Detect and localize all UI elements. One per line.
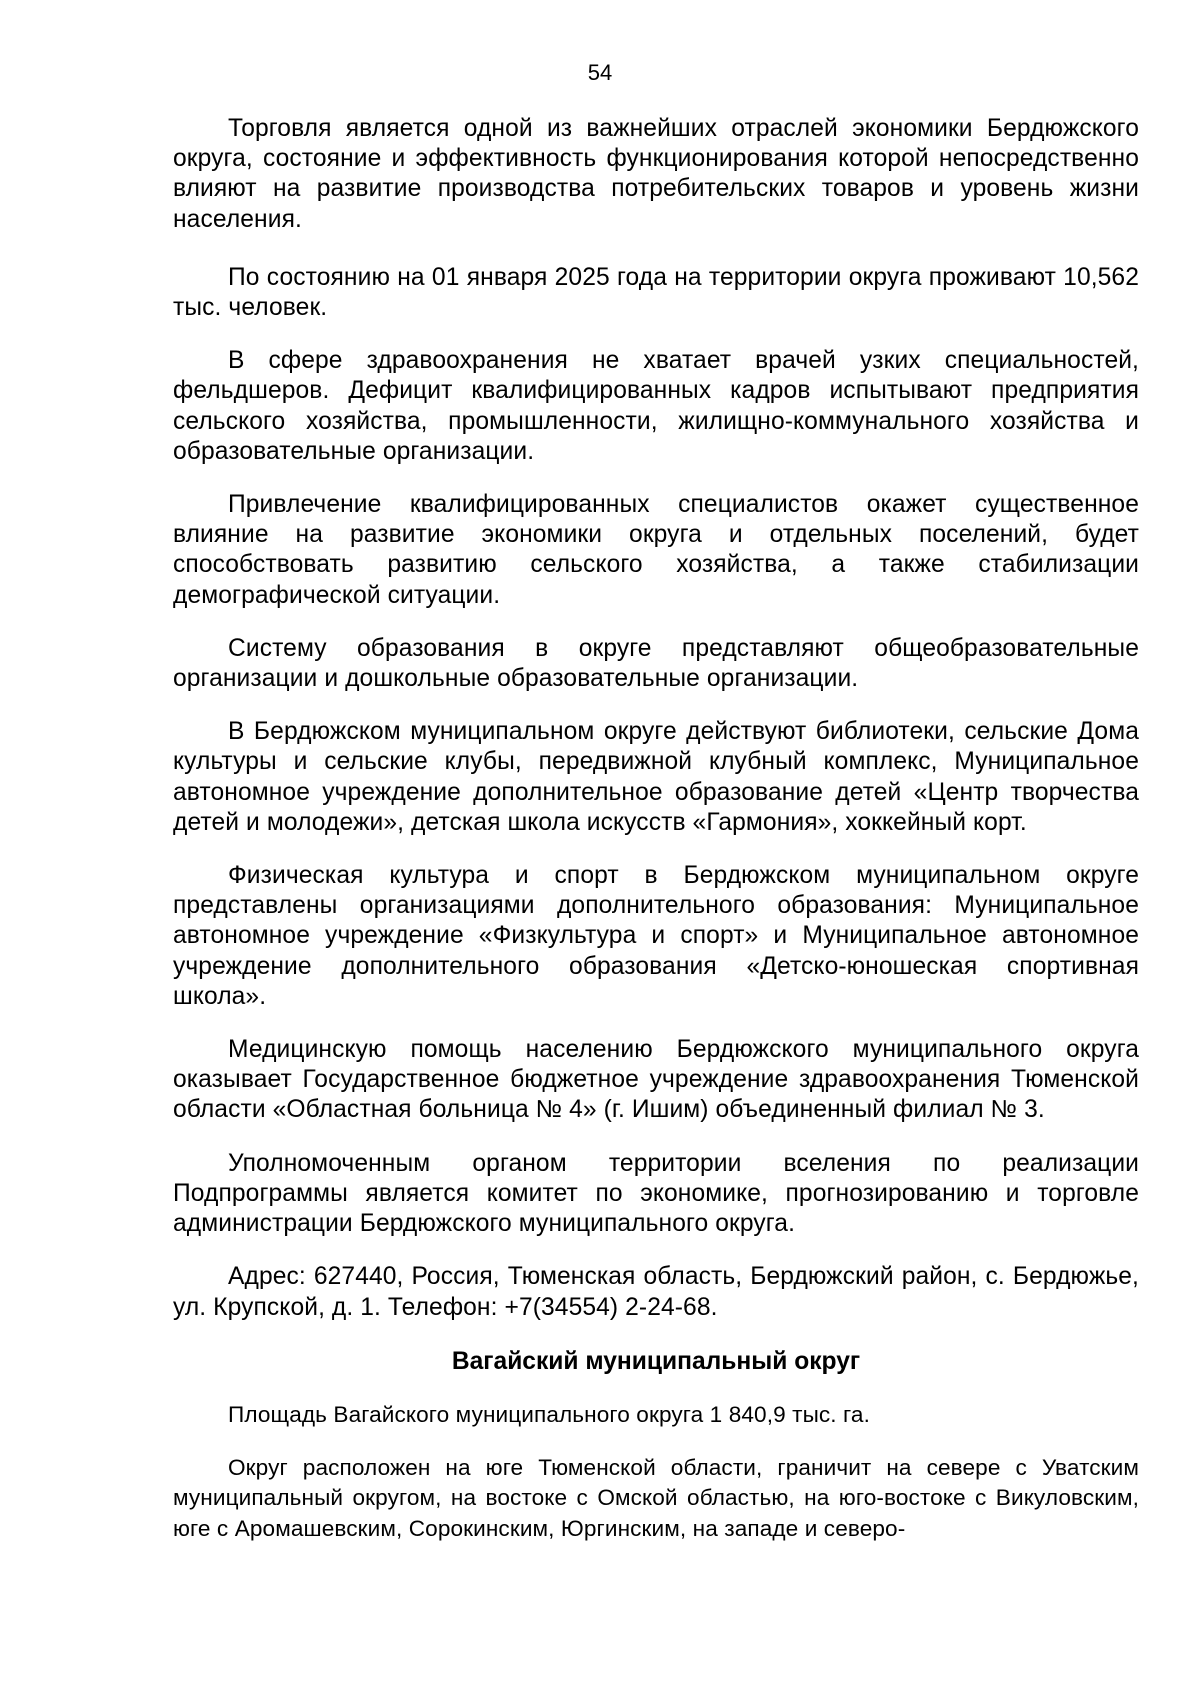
paragraph-culture: В Бердюжском муниципальном округе действуют библиотеки, сельские Дома культуры и сельские клубы, передвижной клубный комплекс, Муниципальное автономное учреждение дополнительное образование детей «Центр творчества детей и молодежи», детская школа искусств «Гармония», хоккейный корт. bbox=[173, 718, 1139, 836]
paragraph-area: Площадь Вагайского муниципального округа 1 840,9 тыс. га. bbox=[228, 1401, 870, 1427]
paragraph-address: Адрес: 627440, Россия, Тюменская область, Бердюжский район, с. Бердюжье, ул. Крупской, д. 1. Телефон: +7(34554) 2-24-68. bbox=[173, 1263, 1139, 1321]
page-number: 54 bbox=[587, 60, 613, 85]
paragraph-specialists: Привлечение квалифицированных специалистов окажет существенное влияние на развитие экономики округа и отдельных поселений, будет способствовать развитию сельского хозяйства, а также стабилизации демографической ситуации. bbox=[173, 491, 1139, 609]
paragraph-location: Округ расположен на юге Тюменской области, граничит на севере с Уватским муниципальный округом, на востоке с Омской областью, на юго-востоке с Викуловским, юге с Аромашевским, Сорокинским, Юргинским, на западе и северо- bbox=[173, 1455, 1139, 1541]
paragraph-authority: Уполномоченным органом территории вселения по реализации Подпрограммы является комитет по экономике, прогнозированию и торговле администрации Бердюжского муниципального округа. bbox=[173, 1149, 1139, 1238]
paragraph-sport: Физическая культура и спорт в Бердюжском муниципальном округе представлены организациями дополнительного образования: Муниципальное автономное учреждение «Физкультура и спорт» и Муниципальное автономное учреждение дополнительного образования «Детско-юношеская спортивная школа». bbox=[173, 862, 1139, 1010]
paragraph-trade: Торговля является одной из важнейших отраслей экономики Бердюжского округа, состояние и эффективность функционирования которой непосредственно влияют на развитие производства потребительских товаров и уровень жизни населения. bbox=[173, 115, 1139, 233]
document-body bbox=[173, 114, 1139, 1544]
paragraph-population: По состоянию на 01 января 2025 года на территории округа проживают 10,562 тыс. человек. bbox=[173, 263, 1139, 322]
paragraph-healthcare-staff: В сфере здравоохранения не хватает врачей узких специальностей, фельдшеров. Дефицит квалифицированных кадров испытывают предприятия сельского хозяйства, промышленности, жилищно-коммунального хозяйства и образовательные организации. bbox=[173, 347, 1139, 465]
paragraph-medical-care: Медицинскую помощь населению Бердюжского муниципального округа оказывает Государственное бюджетное учреждение здравоохранения Тюменской области «Областная больница № 4» (г. Ишим) объединенный филиал № 3. bbox=[173, 1036, 1139, 1124]
section-heading: Вагайский муниципальный округ bbox=[451, 1347, 861, 1375]
paragraph-education: Систему образования в округе представляют общеобразовательные организации и дошкольные образовательные организации. bbox=[173, 634, 1139, 693]
